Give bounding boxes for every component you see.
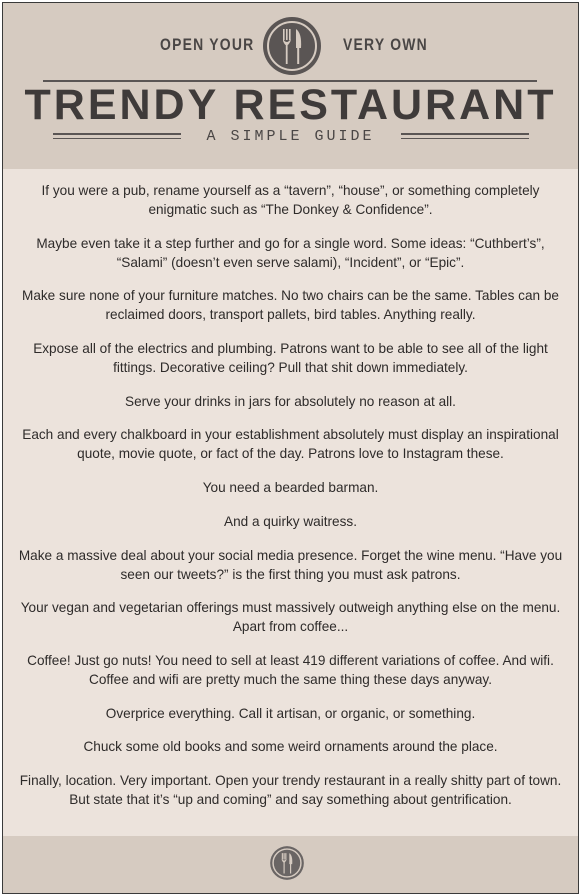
guide-paragraph: If you were a pub, rename yourself as a “tavern”, “house”, or something completely enigmatic such as “The Donkey & Confidence”. [41, 183, 540, 217]
footer-fork-knife-icon [269, 845, 305, 881]
guide-paragraph: Make sure none of your furniture matches. No two chairs can be the same. Tables can be reclaimed doors, transport pallets, bird tables. Anything really. [22, 288, 559, 323]
guide-paragraph: Make a massive deal about your social media presence. Forget the wine menu. “Have you seen our tweets?” is the first thing you must ask patrons. [18, 547, 563, 582]
guide-paragraph: Coffee! Just go nuts! You need to sell at least 419 different variations of coffee. And wifi. Coffee and wifi are pretty much the same thing these days anyway. [27, 652, 554, 687]
header-band [3, 3, 578, 169]
guide-paragraph: Serve your drinks in jars for absolutely no reason at all. [125, 393, 456, 409]
guide-paragraph: And a quirky waitress. [224, 513, 357, 529]
header-top-left-text: OPEN YOUR [160, 35, 255, 54]
subtitle-rule-right-b [401, 138, 529, 139]
guide-paragraph: Chuck some old books and some weird ornaments around the place. [83, 739, 498, 755]
guide-paragraph: Each and every chalkboard in your establishment absolutely must display an inspirational quote, movie quote, or fact of the day. Patrons love to Instagram these. [22, 427, 559, 462]
guide-paragraph: You need a bearded barman. [202, 480, 379, 496]
page-subtitle: A SIMPLE GUIDE [206, 128, 375, 145]
guide-paragraph: Overprice everything. Call it artisan, or organic, or something. [105, 705, 476, 721]
guide-paragraph: Your vegan and vegetarian offerings must massively outweigh anything else on the menu. Apart from coffee... [20, 600, 561, 635]
page-title: TRENDY RESTAURANT [24, 81, 557, 129]
subtitle-rule-right-a [401, 133, 529, 135]
guide-paragraph: Maybe even take it a step further and go for a single word. Some ideas: “Cuthbert’s”, “Salami” (doesn’t even serve salami), “Incident”, or “Epic”. [36, 235, 545, 270]
poster [2, 2, 579, 894]
header-top-right-text: VERY OWN [343, 35, 428, 54]
guide-paragraph: Expose all of the electrics and plumbing. Patrons want to be able to see all of the light fittings. Decorative ceiling? Pull that shit down immediately. [33, 341, 548, 376]
guide-text [17, 181, 564, 824]
guide-paragraph: Finally, location. Very important. Open your trendy restaurant in a really shitty part of town. But state that it’s “up and coming” and say something about gentrification. [19, 772, 562, 807]
fork-knife-icon [261, 15, 323, 77]
